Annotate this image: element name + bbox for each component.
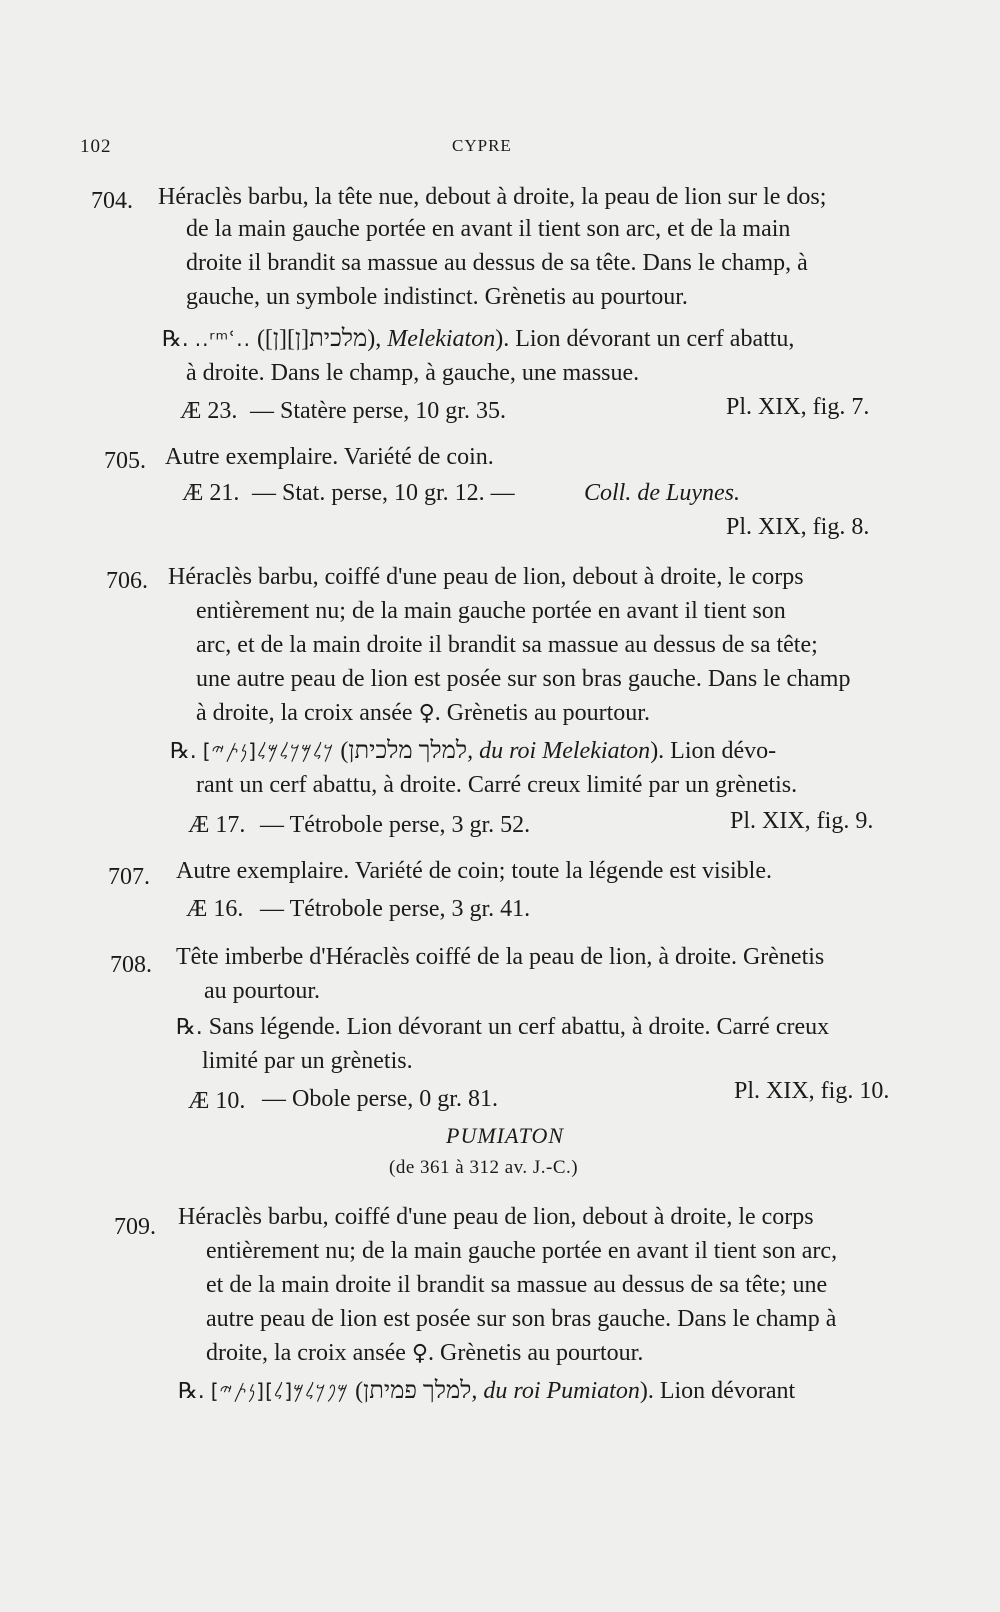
ankh-icon: ♀ [411, 1341, 429, 1366]
plate-reference: Pl. XIX, fig. 10. [734, 1078, 890, 1104]
weight-info: — Tétrobole perse, 3 gr. 52. [260, 812, 531, 838]
ruler-name: , du roi Pumiaton [471, 1378, 640, 1404]
entry-text-line: entièrement nu; de la main gauche portée en avant il tient son [196, 598, 786, 624]
phoenician-legend: [𐤍𐤕𐤉]𐤊𐤋𐤌𐤊𐤋𐤌𐤋 [202, 739, 335, 763]
entry-text-line: Tête imberbe d'Héraclès coiffé de la peau de lion, à droite. Grènetis [176, 944, 825, 970]
entry-text-line: Héraclès barbu, la tête nue, debout à droite, la peau de lion sur le dos; [158, 184, 827, 210]
ruler-name: Melekiaton [387, 326, 496, 352]
metal-size: Æ 21. [182, 480, 240, 506]
reverse-symbol: ℞. [176, 1015, 203, 1040]
plate-reference: Pl. XIX, fig. 7. [726, 394, 870, 420]
weight-info: — Tétrobole perse, 3 gr. 41. [260, 896, 531, 922]
weight-info: — Statère perse, 10 gr. 35. [250, 398, 506, 424]
entry-number: 704. [91, 188, 133, 214]
weight-info: — Stat. perse, 10 gr. 12. — [252, 480, 515, 506]
phoenician-legend: ..ʳᵐʿ.. [194, 327, 251, 351]
ankh-icon: ♀ [418, 701, 435, 726]
ruler-name: , du roi Melekiaton [467, 738, 651, 764]
metal-size: Æ 10. [188, 1088, 246, 1114]
entry-text-line: au pourtour. [204, 978, 320, 1004]
reverse-symbol: ℞. [162, 327, 189, 352]
metal-size: Æ 23. [180, 398, 238, 424]
entry-text-line: autre peau de lion est posée sur son bras gauche. Dans le champ à [206, 1306, 837, 1332]
entry-number: 707. [108, 864, 150, 890]
entry-text-line: une autre peau de lion est posée sur son bras gauche. Dans le champ [196, 666, 851, 692]
hebrew-transcription: (למלך פמיתן [355, 1378, 472, 1404]
page-number: 102 [80, 136, 112, 157]
hebrew-transcription: ([ן]מלכית[ן]) [256, 326, 376, 352]
reverse-description: Sans légende. Lion dévorant un cerf abattu, à droite. Carré creux [208, 1014, 830, 1040]
plate-reference: Pl. XIX, fig. 8. [726, 514, 870, 540]
plate-reference: Pl. XIX, fig. 9. [730, 808, 874, 834]
reverse-description: ). Lion dévorant [639, 1378, 796, 1404]
reverse-line [178, 1374, 795, 1409]
section-title: PUMIATON [446, 1123, 564, 1148]
reverse-line [176, 1010, 829, 1045]
reverse-line [170, 734, 776, 769]
entry-text-line: Héraclès barbu, coiffé d'une peau de lion, debout à droite, le corps [178, 1204, 814, 1230]
entry-text-line: Héraclès barbu, coiffé d'une peau de lion, debout à droite, le corps [168, 564, 804, 590]
reverse-line: ℞. ..ʳᵐʿ.. ([ן]מלכית[ן]), Melekiaton). Lion dévorant un cerf abattu, [162, 326, 795, 352]
entry-text-line: entièrement nu; de la main gauche portée en avant il tient son arc, [206, 1238, 838, 1264]
phoenician-legend: [𐤍𐤕𐤉]𐤌𐤐𐤊𐤋𐤌[𐤋] [210, 1379, 350, 1403]
entry-text-line: arc, et de la main droite il brandit sa massue au dessus de sa tête; [196, 632, 818, 658]
running-title: CYPRE [452, 136, 512, 155]
collection: Coll. de Luynes. [584, 480, 740, 506]
entry-text-line: à droite, la croix ansée ♀. Grènetis au pourtour. [196, 700, 650, 726]
entry-number: 708. [110, 952, 152, 978]
entry-number: 709. [114, 1214, 156, 1240]
reverse-text-line: limité par un grènetis. [202, 1048, 413, 1074]
entry-text-line: Autre exemplaire. Variété de coin. [165, 444, 494, 470]
section-dates: (de 361 à 312 av. J.-C.) [389, 1157, 579, 1178]
entry-text-line: droite, la croix ansée ♀. Grènetis au pourtour. [206, 1340, 644, 1366]
entry-number: 706. [106, 568, 148, 594]
reverse-description: ). Lion dévo- [650, 738, 777, 764]
entry-text-line: de la main gauche portée en avant il tient son arc, et de la main [186, 216, 791, 242]
reverse-symbol: ℞. [170, 739, 197, 764]
reverse-text-line: à droite. Dans le champ, à gauche, une massue. [186, 360, 640, 386]
entry-text-line: droite il brandit sa massue au dessus de sa tête. Dans le champ, à [186, 250, 808, 276]
entry-text-line: Autre exemplaire. Variété de coin; toute la légende est visible. [176, 858, 773, 884]
reverse-description: ). Lion dévorant un cerf abattu, [495, 326, 795, 352]
entry-number: 705. [104, 448, 146, 474]
metal-size: Æ 16. [186, 896, 244, 922]
metal-size: Æ 17. [188, 812, 246, 838]
reverse-symbol: ℞. [178, 1379, 205, 1404]
reverse-text-line: rant un cerf abattu, à droite. Carré creux limité par un grènetis. [196, 772, 798, 798]
entry-text-line: gauche, un symbole indistinct. Grènetis au pourtour. [186, 284, 688, 310]
hebrew-transcription: (למלך מלכיתן [340, 738, 468, 764]
weight-info: — Obole perse, 0 gr. 81. [262, 1086, 498, 1112]
entry-text-line: et de la main droite il brandit sa massue au dessus de sa tête; une [206, 1272, 828, 1298]
